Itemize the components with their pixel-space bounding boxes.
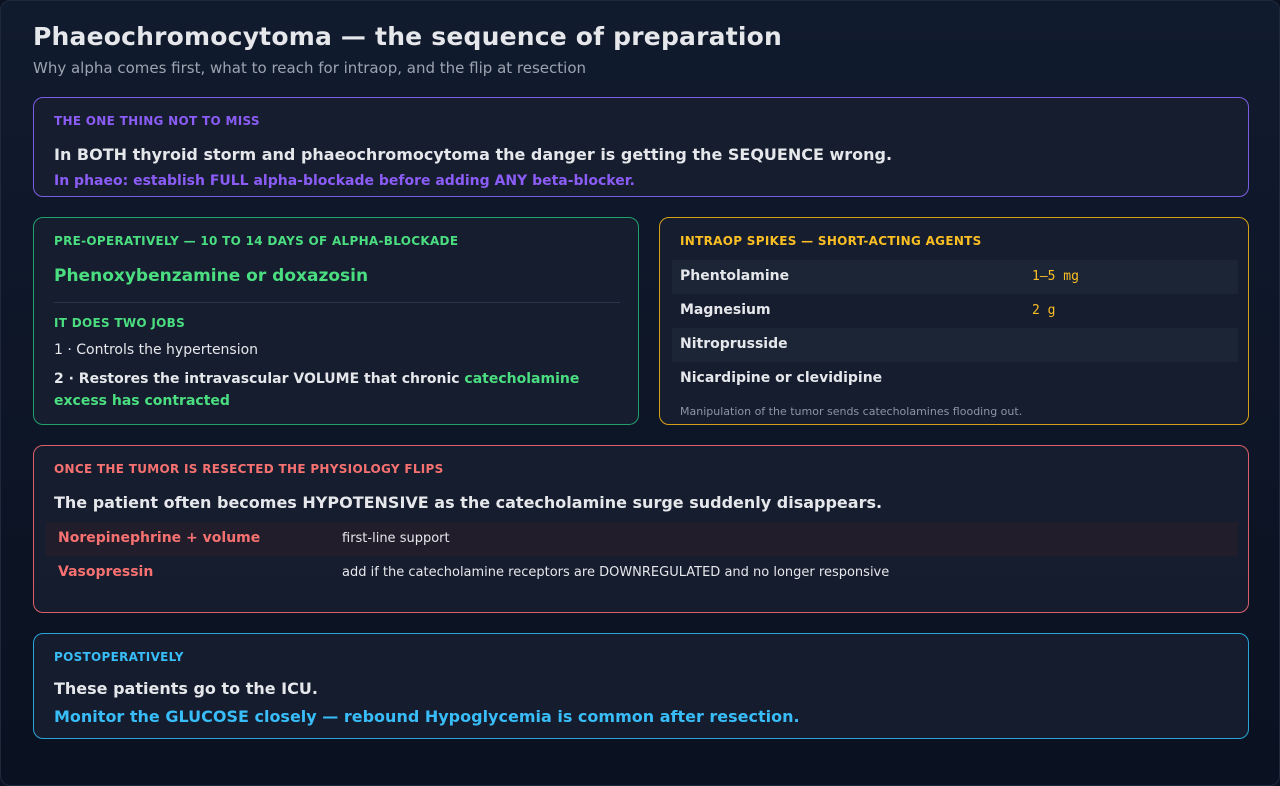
preop-card xyxy=(33,217,639,425)
support-row xyxy=(46,556,1238,590)
agent-dose: 2 g xyxy=(1032,303,1056,318)
support-drug: Vasopressin xyxy=(58,564,154,580)
agent-name: Phentolamine xyxy=(680,268,790,284)
warning-main-text: In BOTH thyroid storm and phaeochromocytoma the danger is getting the SEQUENCE wrong. xyxy=(54,145,893,164)
glucose-text: Monitor the GLUCOSE closely — rebound Hypoglycemia is common after resection. xyxy=(54,707,800,726)
warning-sub-text: In phaeo: establish FULL alpha-blockade before adding ANY beta-blocker. xyxy=(54,173,635,189)
agent-dose: 1–5 mg xyxy=(1032,269,1079,284)
support-drug: Norepinephrine + volume xyxy=(58,530,261,546)
postop-kicker: POSTOPERATIVELY xyxy=(54,650,184,664)
agent-row xyxy=(672,328,1238,362)
agent-name: Nitroprusside xyxy=(680,336,788,352)
resection-card xyxy=(33,445,1249,613)
agent-row xyxy=(672,294,1238,328)
preop-drugs: Phenoxybenzamine or doxazosin xyxy=(54,266,369,286)
job-two xyxy=(54,368,614,412)
jobs-kicker: IT DOES TWO JOBS xyxy=(54,316,186,330)
intraop-card xyxy=(659,217,1249,425)
icu-text: These patients go to the ICU. xyxy=(54,679,318,698)
page-subtitle: Why alpha comes first, what to reach for intraop, and the flip at resection xyxy=(33,59,587,77)
job-two-part1: 2 · Restores the intravascular VOLUME that chronic xyxy=(54,371,465,387)
page-title: Phaeochromocytoma — the sequence of preparation xyxy=(33,22,782,51)
divider xyxy=(54,302,620,303)
resection-kicker: ONCE THE TUMOR IS RESECTED THE PHYSIOLOGY FLIPS xyxy=(54,462,444,476)
support-row xyxy=(46,522,1238,556)
warning-kicker: THE ONE THING NOT TO MISS xyxy=(54,114,260,128)
agent-name: Magnesium xyxy=(680,302,771,318)
job-two-part2: catecholamine excess has contracted xyxy=(54,371,580,409)
job-one: 1 · Controls the hypertension xyxy=(54,342,259,358)
intraop-kicker: INTRAOP SPIKES — SHORT-ACTING AGENTS xyxy=(680,234,982,248)
postop-card xyxy=(33,633,1249,739)
agent-row xyxy=(672,362,1238,396)
warning-card xyxy=(33,97,1249,197)
agent-name: Nicardipine or clevidipine xyxy=(680,370,883,386)
intraop-footnote: Manipulation of the tumor sends catecholamines flooding out. xyxy=(680,405,1023,418)
resection-main-text: The patient often becomes HYPOTENSIVE as the catecholamine surge suddenly disappears. xyxy=(54,493,883,512)
preop-kicker: PRE-OPERATIVELY — 10 TO 14 DAYS OF ALPHA-BLOCKADE xyxy=(54,234,459,248)
support-note: add if the catecholamine receptors are DOWNREGULATED and no longer responsive xyxy=(342,565,890,580)
support-note: first-line support xyxy=(342,531,450,546)
agent-row xyxy=(672,260,1238,294)
